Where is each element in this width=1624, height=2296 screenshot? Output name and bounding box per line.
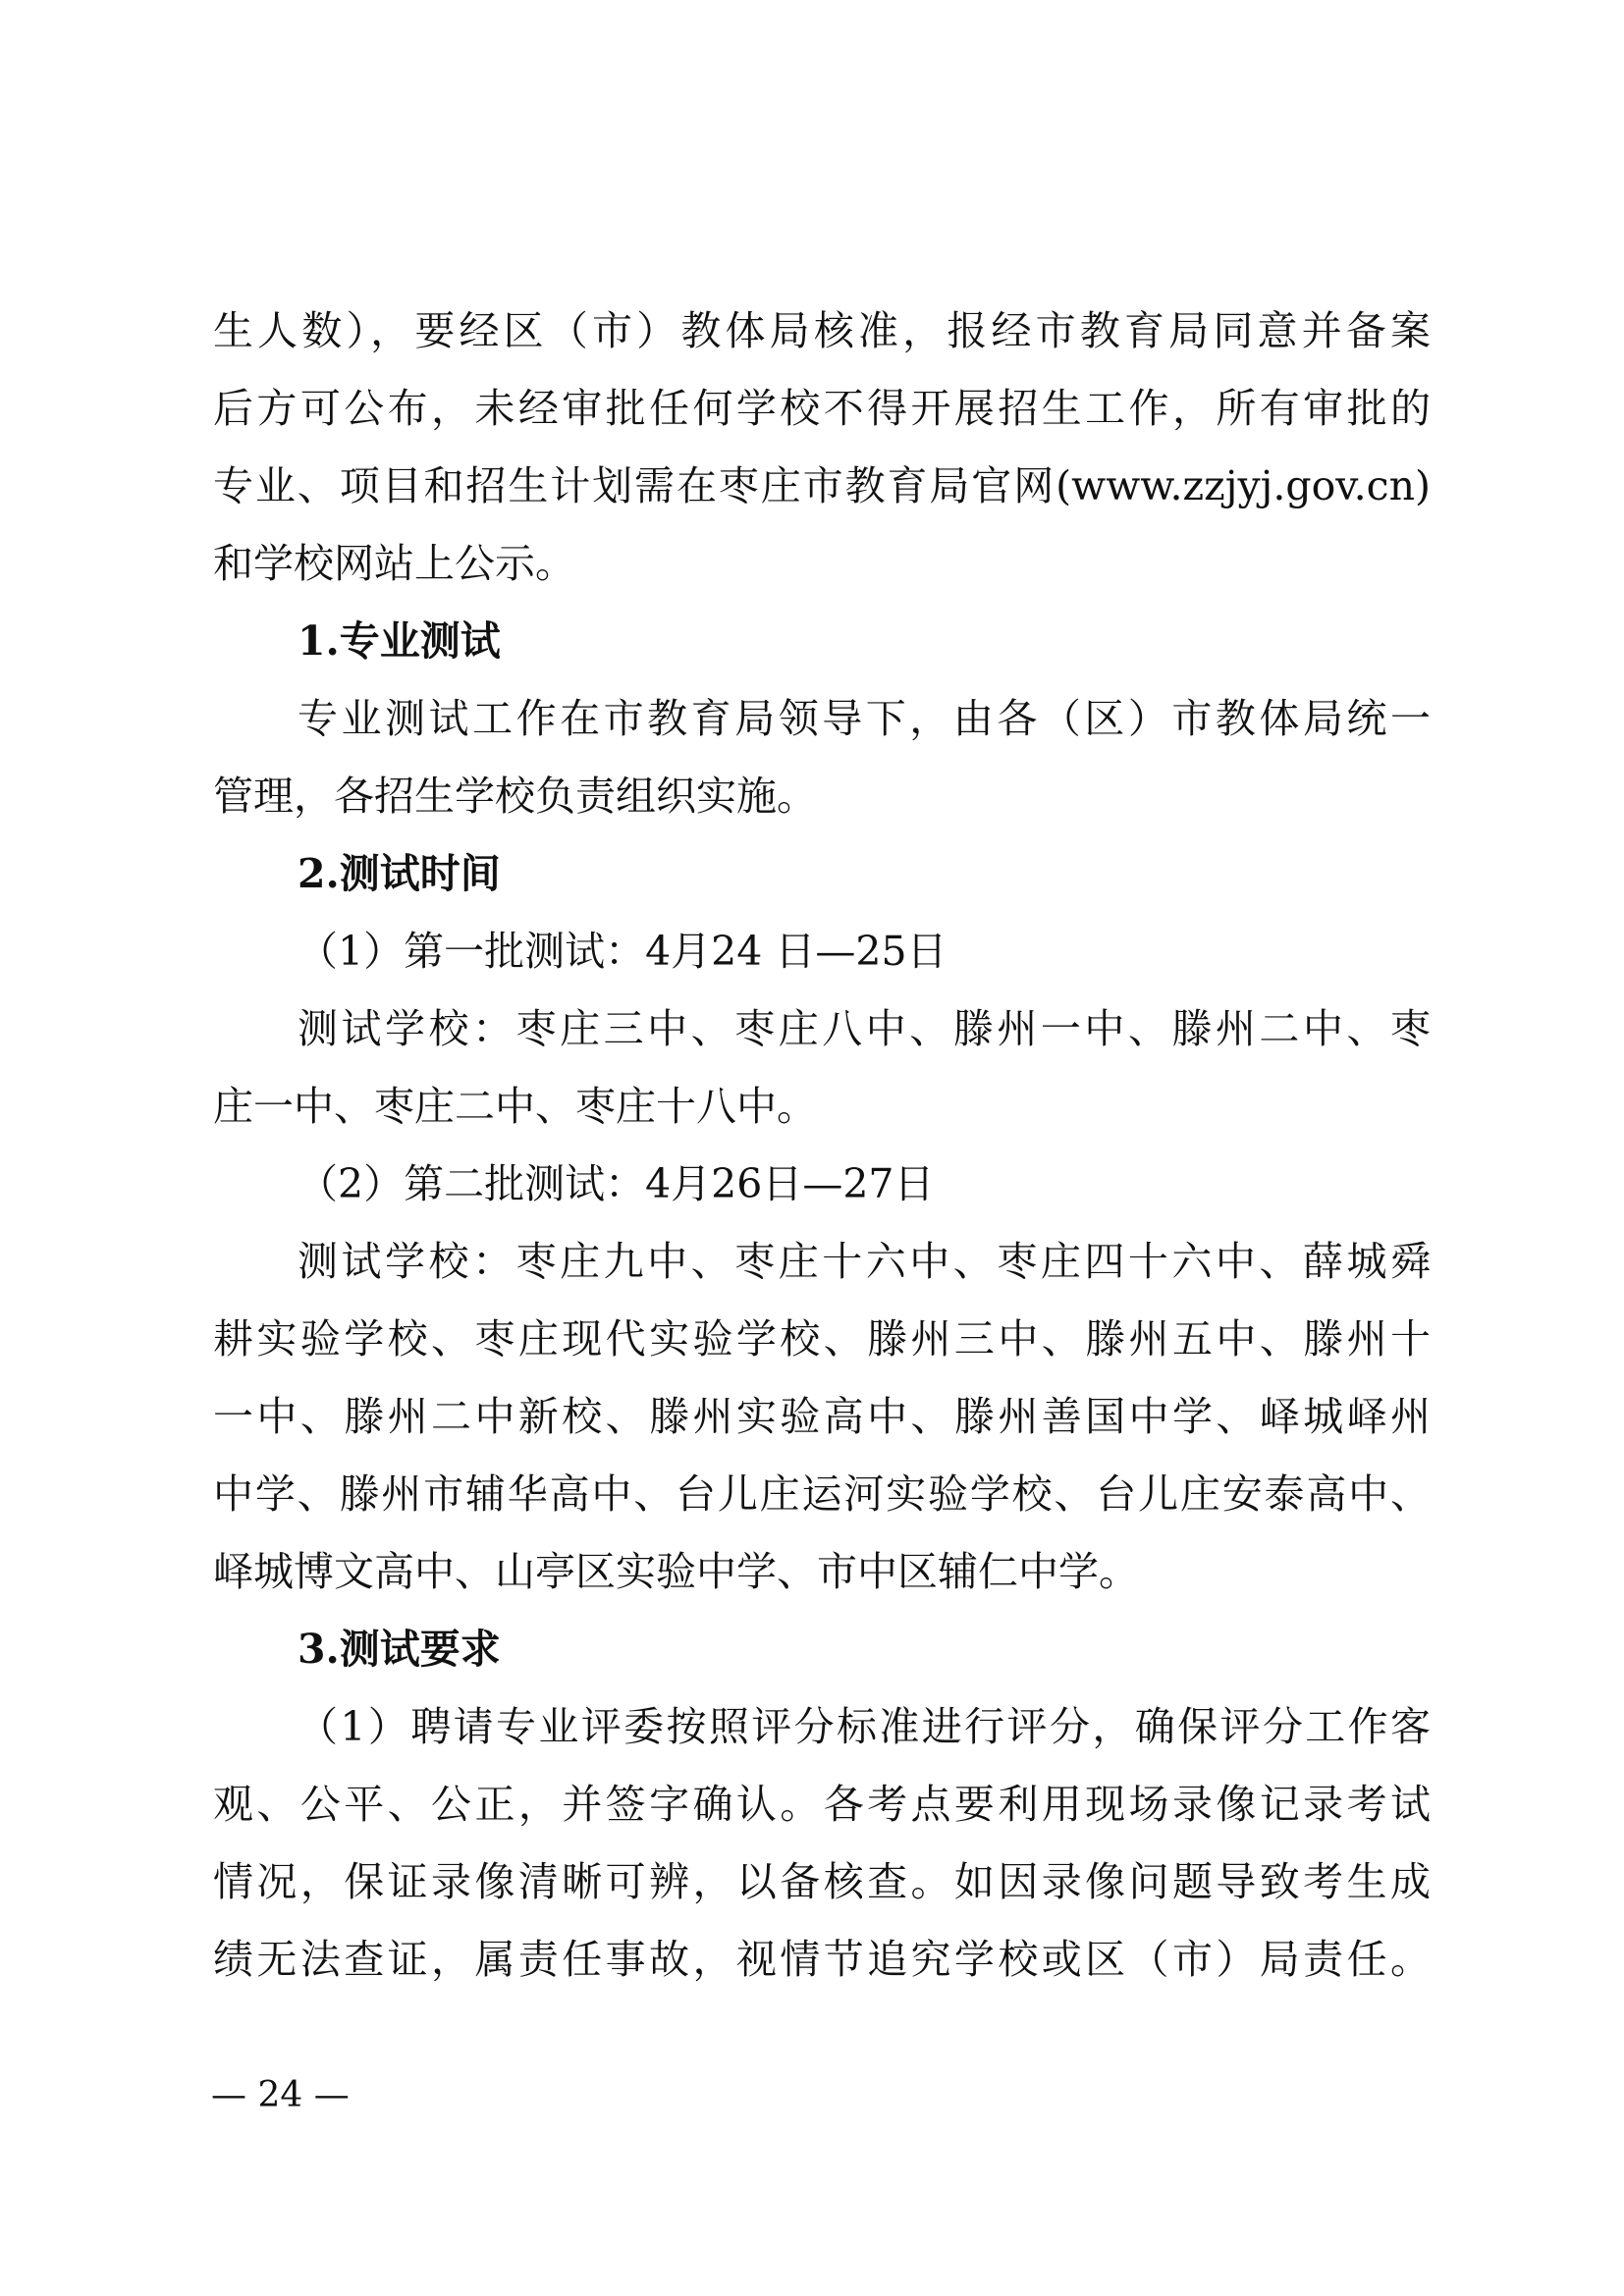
paragraph-line: 管理，各招生学校负责组织实施。	[213, 773, 817, 820]
paragraph-line: （1）聘请专业评委按照评分标准进行评分，确保评分工作客	[298, 1703, 1431, 1750]
paragraph-line: 测试学校：枣庄三中、枣庄八中、滕州一中、滕州二中、枣	[298, 1005, 1431, 1052]
paragraph-line: 生人数），要经区（市）教体局核准，报经市教育局同意并备案	[213, 307, 1431, 354]
section-heading-professional-test: 1.专业测试	[298, 617, 501, 665]
batch-one-date: （1）第一批测试：4月24 日—25日	[298, 928, 947, 975]
section-heading-test-time: 2.测试时间	[298, 850, 501, 897]
paragraph-line: 后方可公布，未经审批任何学校不得开展招生工作，所有审批的	[213, 385, 1431, 432]
paragraph-line: 和学校网站上公示。	[213, 540, 575, 587]
section-heading-test-requirements: 3.测试要求	[298, 1626, 501, 1673]
paragraph-line: 中学、滕州市辅华高中、台儿庄运河实验学校、台儿庄安泰高中、	[213, 1470, 1431, 1518]
paragraph-line: 绩无法查证，属责任事故，视情节追究学校或区（市）局责任。	[213, 1936, 1431, 1983]
paragraph-line: 情况，保证录像清晰可辨，以备核查。如因录像问题导致考生成	[213, 1858, 1431, 1905]
paragraph-line: 专业、项目和招生计划需在枣庄市教育局官网(www.zzjyj.gov.cn)	[213, 462, 1431, 509]
paragraph-line: 耕实验学校、枣庄现代实验学校、滕州三中、滕州五中、滕州十	[213, 1315, 1431, 1362]
paragraph-line: 专业测试工作在市教育局领导下，由各（区）市教体局统一	[298, 695, 1431, 742]
paragraph-line: 测试学校：枣庄九中、枣庄十六中、枣庄四十六中、薛城舜	[298, 1238, 1431, 1285]
batch-two-date: （2）第二批测试：4月26日—27日	[298, 1160, 935, 1207]
paragraph-line: 一中、滕州二中新校、滕州实验高中、滕州善国中学、峄城峄州	[213, 1393, 1431, 1440]
page-number: — 24 —	[211, 2075, 350, 2115]
paragraph-line: 峄城博文高中、山亭区实验中学、市中区辅仁中学。	[213, 1548, 1139, 1595]
paragraph-line: 庄一中、枣庄二中、枣庄十八中。	[213, 1083, 817, 1130]
body-text	[213, 293, 1431, 1999]
paragraph-line: 观、公平、公正，并签字确认。各考点要利用现场录像记录考试	[213, 1781, 1431, 1828]
